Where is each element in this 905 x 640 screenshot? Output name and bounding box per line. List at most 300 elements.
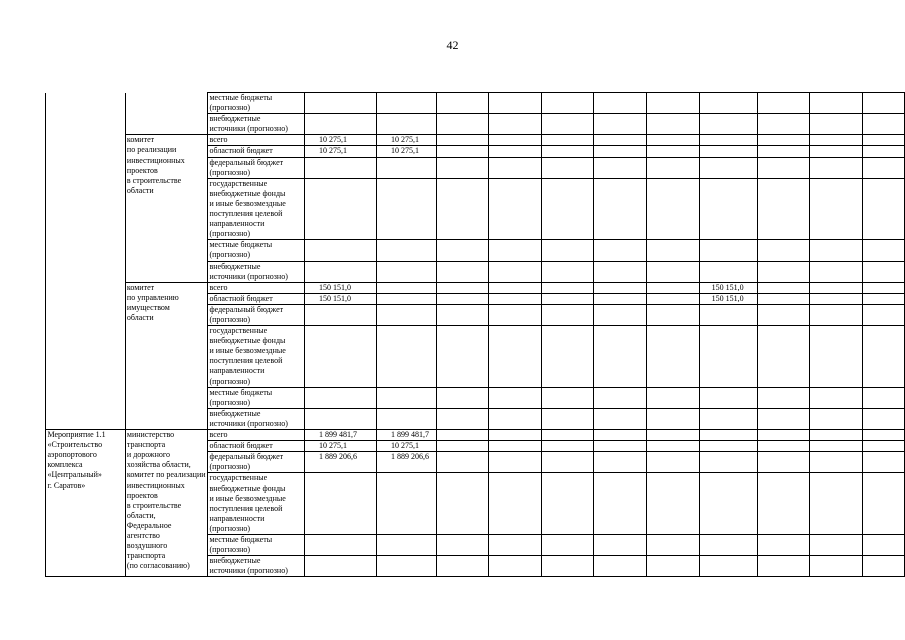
amount-cell [436,430,489,441]
funding-source-cell-line: направленности [209,366,265,376]
amount-cell [541,135,594,146]
funding-source-cell [208,473,305,535]
executor-cell-line: комитет [126,135,155,145]
amount-cell [810,452,863,473]
amount-cell [757,535,810,556]
amount-cell [647,240,700,261]
amount-cell [541,430,594,441]
amount-cell [757,430,810,441]
amount-cell [647,452,700,473]
amount-cell [699,441,757,452]
amount-cell [810,430,863,441]
amount-cell [863,535,905,556]
amount-cell [436,157,489,178]
amount-cell [863,473,905,535]
amount-cell [377,293,437,304]
funding-source-cell [208,304,305,325]
amount-cell: 10 275,1 [305,146,377,157]
activity-cell-line: г. Саратов» [47,480,86,490]
amount-cell [863,282,905,293]
funding-source-cell-line: источники (прогнозно) [209,124,288,134]
amount-cell [489,261,542,282]
funding-source-cell [208,430,305,441]
amount-cell [377,261,437,282]
table-row [46,430,905,441]
amount-cell [305,535,377,556]
amount-cell [305,261,377,282]
amount-cell [305,114,377,135]
amount-cell [541,93,594,114]
amount-cell [647,473,700,535]
amount-cell [810,293,863,304]
funding-source-cell-line: местные бюджеты [209,240,273,250]
amount-cell [810,240,863,261]
funding-source-cell-line: внебюджетные [209,556,261,566]
amount-cell [436,452,489,473]
amount-cell [699,135,757,146]
amount-cell [541,441,594,452]
amount-cell [699,326,757,388]
amount-cell [436,387,489,408]
amount-cell [541,293,594,304]
amount-cell [863,93,905,114]
amount-cell [647,93,700,114]
amount-cell [757,93,810,114]
amount-cell [863,240,905,261]
funding-source-cell-line: государственные [209,178,268,188]
amount-cell [699,261,757,282]
amount-cell [377,157,437,178]
amount-cell [541,146,594,157]
amount-cell [436,240,489,261]
amount-cell: 1 899 481,7 [305,430,377,441]
funding-source-cell-line: (прогнозно) [209,523,251,533]
amount-cell: 10 275,1 [305,135,377,146]
table-row [46,282,905,293]
amount-cell [436,441,489,452]
amount-cell [377,304,437,325]
executor-cell-line: в строительстве [126,500,182,510]
amount-cell [594,240,647,261]
amount-cell [436,535,489,556]
amount-cell [489,282,542,293]
amount-cell [647,326,700,388]
amount-cell [757,441,810,452]
amount-cell [699,535,757,556]
funding-source-cell [208,178,305,240]
amount-cell [647,178,700,240]
amount-cell [810,282,863,293]
amount-cell [489,408,542,429]
amount-cell [699,387,757,408]
amount-cell [647,441,700,452]
amount-cell [757,293,810,304]
amount-cell [863,261,905,282]
amount-cell [863,452,905,473]
amount-cell [757,261,810,282]
funding-source-cell [208,261,305,282]
amount-cell: 1 899 481,7 [377,430,437,441]
amount-cell [489,157,542,178]
amount-cell [541,452,594,473]
funding-source-cell [208,441,305,452]
amount-cell [863,135,905,146]
amount-cell [757,304,810,325]
funding-source-cell [208,135,305,146]
funding-source-cell [208,408,305,429]
amount-cell [594,473,647,535]
amount-cell [757,178,810,240]
funding-source-cell-line: направленности [209,513,265,523]
amount-cell [436,556,489,577]
amount-cell [757,240,810,261]
amount-cell [377,556,437,577]
amount-cell [377,178,437,240]
funding-source-cell-line: (прогнозно) [209,315,251,324]
funding-source-cell-line: поступления целевой [209,503,283,513]
amount-cell [757,146,810,157]
executor-cell-line: в строительстве [126,175,182,185]
funding-source-cell-line: (прогнозно) [209,167,251,177]
funding-source-cell-line: всего [209,282,228,292]
amount-cell: 150 151,0 [699,282,757,293]
amount-cell [699,114,757,135]
executor-cell-line: (по согласованию) [126,561,190,571]
funding-source-cell-line: внебюджетные [209,408,261,418]
amount-cell [699,408,757,429]
amount-cell [699,430,757,441]
amount-cell [757,473,810,535]
amount-cell [489,178,542,240]
funding-source-cell-line: и иные безвозмездные [209,346,286,356]
amount-cell [757,387,810,408]
funding-source-cell [208,282,305,293]
amount-cell [305,473,377,535]
amount-cell [810,135,863,146]
amount-cell [377,473,437,535]
amount-cell [489,387,542,408]
funding-source-cell-line: государственные [209,326,268,336]
amount-cell: 10 275,1 [377,135,437,146]
amount-cell [757,157,810,178]
activity-cell-line: аэропортового [47,450,97,460]
funding-source-cell-line: федеральный бюджет [209,452,284,462]
amount-cell [647,535,700,556]
executor-cell [125,135,208,282]
amount-cell [377,408,437,429]
amount-cell [863,114,905,135]
funding-source-cell [208,157,305,178]
amount-cell [647,430,700,441]
executor-cell-line: по реализации [126,145,177,155]
amount-cell [436,178,489,240]
amount-cell: 10 275,1 [377,441,437,452]
amount-cell [541,304,594,325]
funding-source-cell-line: местные бюджеты [209,535,273,545]
executor-cell-line: имуществом [126,302,170,312]
funding-source-cell [208,556,305,577]
amount-cell [305,408,377,429]
amount-cell [541,408,594,429]
amount-cell [541,387,594,408]
amount-cell [541,535,594,556]
amount-cell [489,556,542,577]
activity-cell-line: комплекса [47,460,83,470]
executor-cell-line: министерство [126,430,175,440]
amount-cell [810,326,863,388]
amount-cell [647,135,700,146]
amount-cell [810,178,863,240]
funding-source-cell-line: федеральный бюджет [209,157,284,167]
amount-cell [594,157,647,178]
funding-source-cell-line: федеральный бюджет [209,304,284,314]
amount-cell [489,441,542,452]
funding-source-cell-line: местные бюджеты [209,93,273,102]
amount-cell [699,556,757,577]
amount-cell [863,441,905,452]
amount-cell [810,556,863,577]
amount-cell [699,93,757,114]
amount-cell [699,304,757,325]
executor-cell-line: транспорта [126,551,166,561]
amount-cell [541,178,594,240]
amount-cell [594,408,647,429]
amount-cell [699,178,757,240]
amount-cell [436,114,489,135]
amount-cell [436,146,489,157]
amount-cell [489,135,542,146]
funding-source-cell-line: внебюджетные фонды [209,188,286,198]
amount-cell [305,93,377,114]
funding-source-cell [208,387,305,408]
amount-cell: 1 889 206,6 [305,452,377,473]
funding-source-cell [208,535,305,556]
amount-cell: 150 151,0 [699,293,757,304]
amount-cell [489,326,542,388]
amount-cell [377,387,437,408]
amount-cell [305,240,377,261]
executor-cell-line: воздушного [126,541,168,551]
funding-source-cell-line: источники (прогнозно) [209,271,288,281]
funding-source-cell-line: источники (прогнозно) [209,418,288,428]
executor-cell-line: и дорожного [126,450,170,460]
funding-source-cell [208,240,305,261]
amount-cell [594,441,647,452]
amount-cell [810,387,863,408]
amount-cell [810,473,863,535]
amount-cell: 10 275,1 [305,441,377,452]
amount-cell [810,146,863,157]
amount-cell [594,304,647,325]
amount-cell: 1 889 206,6 [377,452,437,473]
executor-cell-line: области [126,185,154,195]
amount-cell [757,114,810,135]
amount-cell [541,556,594,577]
executor-cell-line: проектов [126,490,158,500]
amount-cell [810,93,863,114]
executor-cell-line: проектов [126,165,158,175]
amount-cell [757,408,810,429]
amount-cell [863,556,905,577]
funding-source-cell-line: (прогнозно) [209,545,251,555]
amount-cell [863,157,905,178]
amount-cell: 10 275,1 [377,146,437,157]
amount-cell [594,114,647,135]
funding-source-cell-line: источники (прогнозно) [209,566,288,576]
amount-cell [863,146,905,157]
funding-source-cell [208,293,305,304]
amount-cell [594,282,647,293]
amount-cell [489,240,542,261]
amount-cell [810,114,863,135]
executor-cell-line: комитет [126,282,155,292]
funding-source-cell-line: (прогнозно) [209,376,251,386]
funding-source-cell [208,326,305,388]
amount-cell [810,261,863,282]
amount-cell [810,441,863,452]
executor-cell [125,93,208,135]
funding-source-cell [208,146,305,157]
amount-cell: 150 151,0 [305,282,377,293]
amount-cell [863,293,905,304]
funding-source-cell-line: областной бюджет [209,441,273,451]
activity-cell-line: «Строительство [47,440,103,450]
amount-cell [594,452,647,473]
amount-cell [699,240,757,261]
amount-cell [810,157,863,178]
amount-cell [436,135,489,146]
amount-cell [436,304,489,325]
amount-cell [647,304,700,325]
amount-cell [647,408,700,429]
executor-cell [125,430,208,577]
amount-cell [594,535,647,556]
executor-cell-line: области [126,313,154,322]
amount-cell [863,178,905,240]
amount-cell [436,326,489,388]
amount-cell [489,452,542,473]
amount-cell [699,157,757,178]
table-row [46,93,905,114]
funding-source-cell-line: всего [209,135,228,145]
executor-cell-line: Федеральное [126,520,172,530]
activity-cell-line: Мероприятие 1.1 [47,430,106,440]
executor-cell [125,282,208,429]
amount-cell [810,535,863,556]
executor-cell-line: области, [126,510,156,520]
amount-cell [863,387,905,408]
amount-cell [647,387,700,408]
amount-cell [305,326,377,388]
amount-cell [810,304,863,325]
amount-cell [594,146,647,157]
amount-cell [489,114,542,135]
amount-cell [594,556,647,577]
funding-source-cell-line: внебюджетные фонды [209,336,286,346]
funding-source-cell-line: областной бюджет [209,293,273,303]
amount-cell [757,135,810,146]
amount-cell [541,240,594,261]
amount-cell [863,430,905,441]
funding-source-cell-line: внебюджетные фонды [209,483,286,493]
funding-source-cell-line: внебюджетные [209,114,261,124]
funding-source-cell-line: (прогнозно) [209,250,251,260]
amount-cell [377,240,437,261]
amount-cell [377,282,437,293]
executor-cell-line: инвестиционных [126,480,185,490]
amount-cell [305,304,377,325]
funding-source-cell-line: государственные [209,473,268,483]
amount-cell [489,430,542,441]
amount-cell [541,326,594,388]
funding-source-cell-line: всего [209,430,228,440]
executor-cell-line: комитет по реализации [126,470,206,480]
funding-source-cell-line: местные бюджеты [209,387,273,397]
activity-cell [46,430,126,577]
executor-cell-line: по управлению [126,292,179,302]
funding-source-cell-line: (прогнозно) [209,103,251,113]
funding-source-cell-line: (прогнозно) [209,229,251,239]
amount-cell [757,556,810,577]
funding-source-cell-line: (прогнозно) [209,462,251,472]
amount-cell [757,326,810,388]
amount-cell [863,304,905,325]
amount-cell [305,157,377,178]
amount-cell [699,473,757,535]
amount-cell [647,282,700,293]
amount-cell [594,430,647,441]
activity-cell [46,93,126,430]
amount-cell [594,387,647,408]
amount-cell: 150 151,0 [305,293,377,304]
amount-cell [594,326,647,388]
amount-cell [436,473,489,535]
funding-source-cell-line: и иные безвозмездные [209,198,286,208]
amount-cell [647,114,700,135]
amount-cell [594,293,647,304]
funding-source-cell-line: поступления целевой [209,356,283,366]
amount-cell [436,408,489,429]
amount-cell [594,178,647,240]
amount-cell [489,293,542,304]
amount-cell [541,261,594,282]
amount-cell [377,93,437,114]
amount-cell [541,473,594,535]
amount-cell [647,146,700,157]
amount-cell [594,261,647,282]
page-number: 42 [446,38,459,52]
amount-cell [541,282,594,293]
funding-source-cell-line: внебюджетные [209,261,261,271]
amount-cell [305,178,377,240]
amount-cell [489,146,542,157]
funding-source-cell [208,93,305,114]
executor-cell-line: инвестиционных [126,155,185,165]
amount-cell [377,114,437,135]
activity-cell-line: «Центральный» [47,470,102,480]
amount-cell [699,146,757,157]
amount-cell [377,326,437,388]
amount-cell [647,293,700,304]
amount-cell [489,535,542,556]
amount-cell [647,261,700,282]
budget-table [45,92,905,577]
amount-cell [436,293,489,304]
amount-cell [594,93,647,114]
amount-cell [489,473,542,535]
amount-cell [436,93,489,114]
amount-cell [436,261,489,282]
